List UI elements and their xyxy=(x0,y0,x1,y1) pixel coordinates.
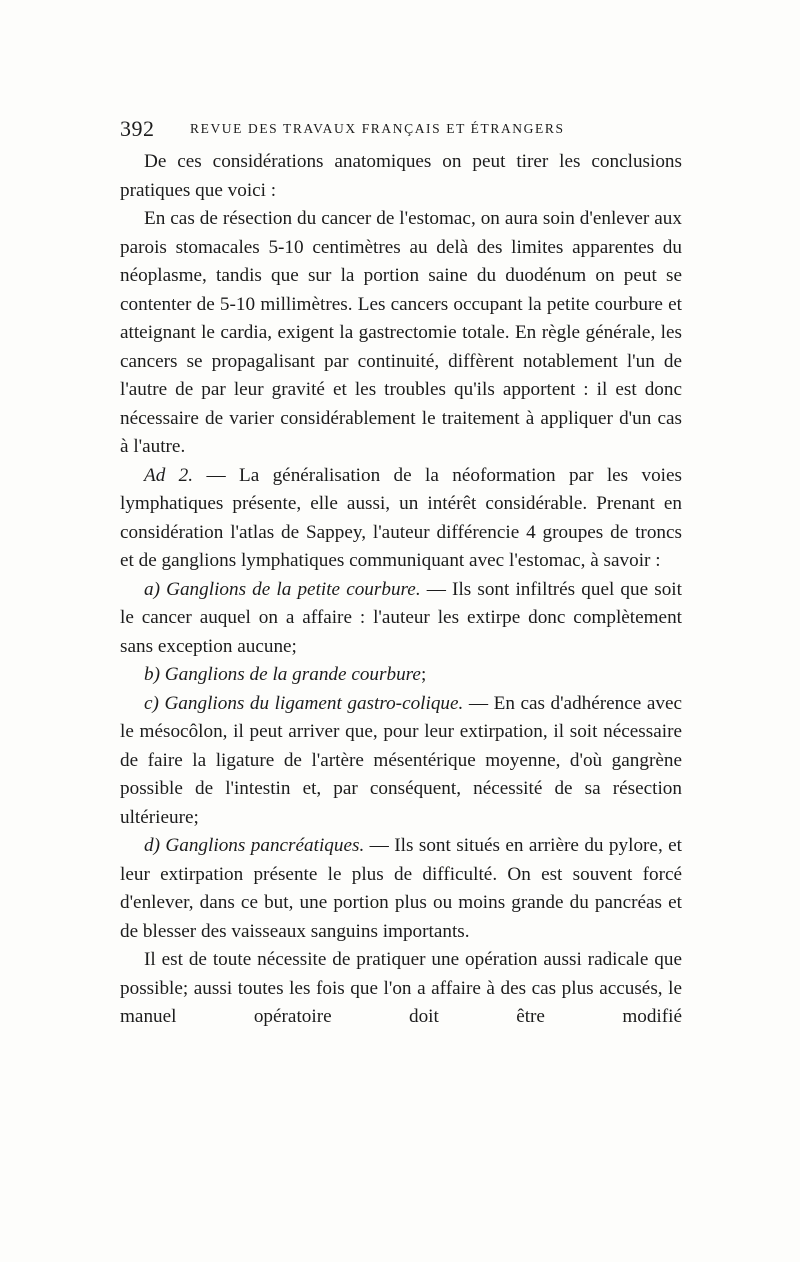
page-number: 392 xyxy=(120,116,155,141)
running-head: REVUE DES TRAVAUX FRANÇAIS ET ÉTRANGERS xyxy=(190,121,565,136)
paragraph-text: — Ils sont infiltrés quel que soit le cancer auquel on a affaire : l'auteur les extirpe donc complètement sans exception aucune; xyxy=(120,578,682,657)
paragraph-text: — Ils sont situés en arrière du pylore, et leur extirpation présente le plus de difficulté. On est souvent forcé d'enlever, dans ce but, une portion plus ou moins grande du pancréas et de blesser des vaisseaux sanguins importants. xyxy=(120,835,682,942)
paragraph-lead: d) Ganglions pancréatiques. xyxy=(144,835,365,856)
paragraph-lead: b) Ganglions de la grande courbure xyxy=(144,664,421,685)
paragraph-text: De ces considérations anatomiques on peut tirer les conclusions pratiques que voici : xyxy=(120,151,682,201)
paragraph-lead: Ad 2. xyxy=(144,464,194,486)
paragraph-text: — En cas d'adhérence avec le mésocôlon, il peut arriver que, pour leur extirpation, il soit nécessaire de faire la ligature de l'artère mésentérique moyenne, d'où gangrène possible de l'intestin et, par conséquent, nécessité de sa résection ultérieure; xyxy=(120,692,682,828)
paragraph-text: ; xyxy=(420,664,427,685)
paragraph-item-d xyxy=(120,832,682,946)
paragraph-text: En cas de résection du cancer de l'estomac, on aura soin d'enlever aux parois stomacales 5-10 centimètres au delà des limites apparentes du néoplasme, tandis que sur la portion saine du duodénum on peut se contenter de 5-10 millimètres. Les cancers occupant la petite courbure et atteignant le cardia, exigent la gastrectomie totale. En règle générale, les cancers se propagalisant par continuité, diffèrent notablement l'un de l'autre de par leur gravité et les troubles qu'ils apportent : il est donc nécessaire de varier considérablement le traitement à appliquer d'un cas à l'autre. xyxy=(120,208,682,457)
page-header xyxy=(120,116,680,146)
paragraph-lead: c) Ganglions du ligament gastro-colique. xyxy=(144,692,464,714)
paragraph-item-c xyxy=(120,690,682,833)
paragraph-item-b xyxy=(120,661,682,690)
paragraph-intro xyxy=(120,148,682,205)
paragraph-text: — La généralisation de la néoformation par les voies lymphatiques présente, elle aussi, un intérêt considérable. Prenant en considération l'atlas de Sappey, l'auteur différencie 4 groupes de troncs et de ganglions lymphatiques communiquant avec l'estomac, à savoir : xyxy=(120,464,682,571)
paragraph-resection xyxy=(120,205,682,462)
paragraph-lead: a) Ganglions de la petite courbure. xyxy=(144,578,421,600)
paragraph-item-a xyxy=(120,576,682,662)
paragraph-ad-2 xyxy=(120,462,682,576)
paragraph-closing xyxy=(120,946,682,1032)
body-text xyxy=(120,148,682,1032)
paragraph-text: Il est de toute nécessite de pratiquer une opération aussi radicale que possible; aussi toutes les fois que l'on a affaire à des cas plus accusés, le manuel opératoire doit être modifié xyxy=(120,949,682,1027)
